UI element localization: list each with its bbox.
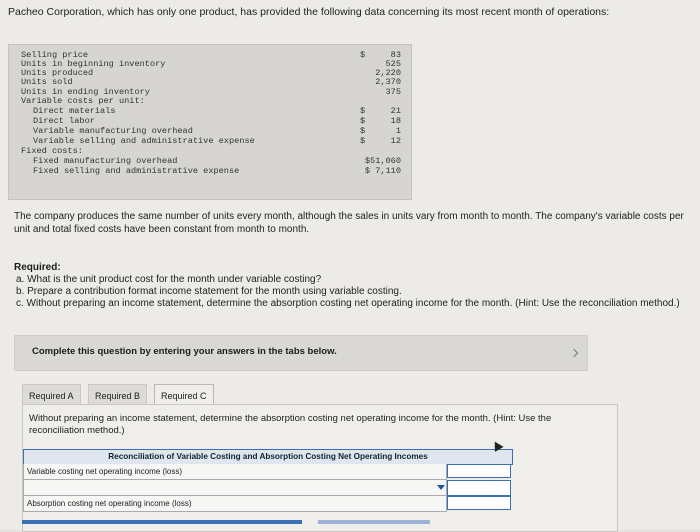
data-value: 1	[395, 126, 401, 136]
data-value: $51,060	[364, 156, 401, 166]
required-heading: Required:	[14, 262, 61, 273]
data-value: 18	[390, 116, 401, 126]
data-table	[8, 44, 412, 200]
row-label: Variable costing net operating income (loss)	[23, 464, 447, 480]
currency-sign: $	[360, 116, 366, 126]
required-item-a: a. What is the unit product cost for the month under variable costing?	[16, 274, 322, 285]
data-value: 525	[385, 59, 401, 69]
reconciliation-header: Reconciliation of Variable Costing and Absorption Costing Net Operating Incomes	[23, 449, 513, 465]
required-item-b: b. Prepare a contribution format income statement for the month using variable costing.	[16, 286, 402, 297]
data-value: $ 7,110	[364, 166, 401, 176]
data-label: Fixed selling and administrative expense	[33, 166, 240, 176]
table-row	[23, 480, 513, 496]
list-item	[9, 166, 411, 177]
description-text: The company produces the same number of units every month, although the sales in units vary from month to month. The company's variable costs per unit and total fixed costs have been constant from month to month.	[14, 211, 684, 235]
data-label: Units in beginning inventory	[21, 59, 166, 69]
data-label: Fixed costs:	[21, 146, 83, 156]
data-label: Direct labor	[33, 116, 95, 126]
data-label: Variable selling and administrative expense	[33, 136, 255, 146]
data-value: 2,370	[375, 77, 401, 87]
table-row	[23, 496, 513, 512]
chevron-icon	[570, 349, 578, 357]
data-value: 83	[390, 50, 401, 60]
row-label: Absorption costing net operating income (loss)	[23, 496, 447, 512]
data-label: Fixed manufacturing overhead	[33, 156, 178, 166]
adjustment-dropdown[interactable]	[447, 480, 511, 496]
data-label: Selling price	[21, 50, 89, 60]
data-label: Units in ending inventory	[21, 87, 150, 97]
variable-income-input[interactable]	[447, 464, 511, 478]
data-value: 2,220	[375, 68, 401, 78]
complete-instructions-bar	[14, 335, 588, 371]
data-value: 12	[390, 136, 401, 146]
scroll-indicator	[22, 520, 302, 524]
currency-sign: $	[360, 136, 366, 146]
dropdown-arrow-icon[interactable]	[437, 485, 445, 490]
tab-required-c[interactable]: Required C	[154, 384, 214, 407]
currency-sign: $	[360, 126, 366, 136]
table-row	[23, 464, 513, 480]
tab-required-a[interactable]: Required A	[22, 384, 81, 407]
data-label: Units sold	[21, 77, 73, 87]
data-label: Variable costs per unit:	[21, 96, 145, 106]
currency-sign: $	[360, 106, 366, 116]
tab-panel	[22, 404, 618, 532]
complete-prompt: Complete this question by entering your answers in the tabs below.	[32, 346, 337, 357]
data-value: 21	[390, 106, 401, 116]
data-label: Direct materials	[33, 106, 116, 116]
tab-required-b[interactable]: Required B	[88, 384, 147, 407]
required-item-c: c. Without preparing an income statement, determine the absorption costing net operating income for the month. (Hint: Use the reconciliation method.)	[16, 298, 680, 309]
data-label: Variable manufacturing overhead	[33, 126, 193, 136]
currency-sign: $	[360, 50, 366, 60]
row-label	[23, 480, 447, 496]
intro-text: Pacheo Corporation, which has only one product, has provided the following data concerning its most recent month of operations:	[8, 6, 610, 18]
scroll-indicator	[318, 520, 430, 524]
adjustment-value-box[interactable]	[447, 480, 511, 496]
data-label: Units produced	[21, 68, 94, 78]
panel-instruction: Without preparing an income statement, determine the absorption costing net operating income for the month. (Hint: Use the reconciliation method.)	[29, 413, 552, 436]
data-value: 375	[385, 87, 401, 97]
absorption-income-input[interactable]	[447, 496, 511, 510]
